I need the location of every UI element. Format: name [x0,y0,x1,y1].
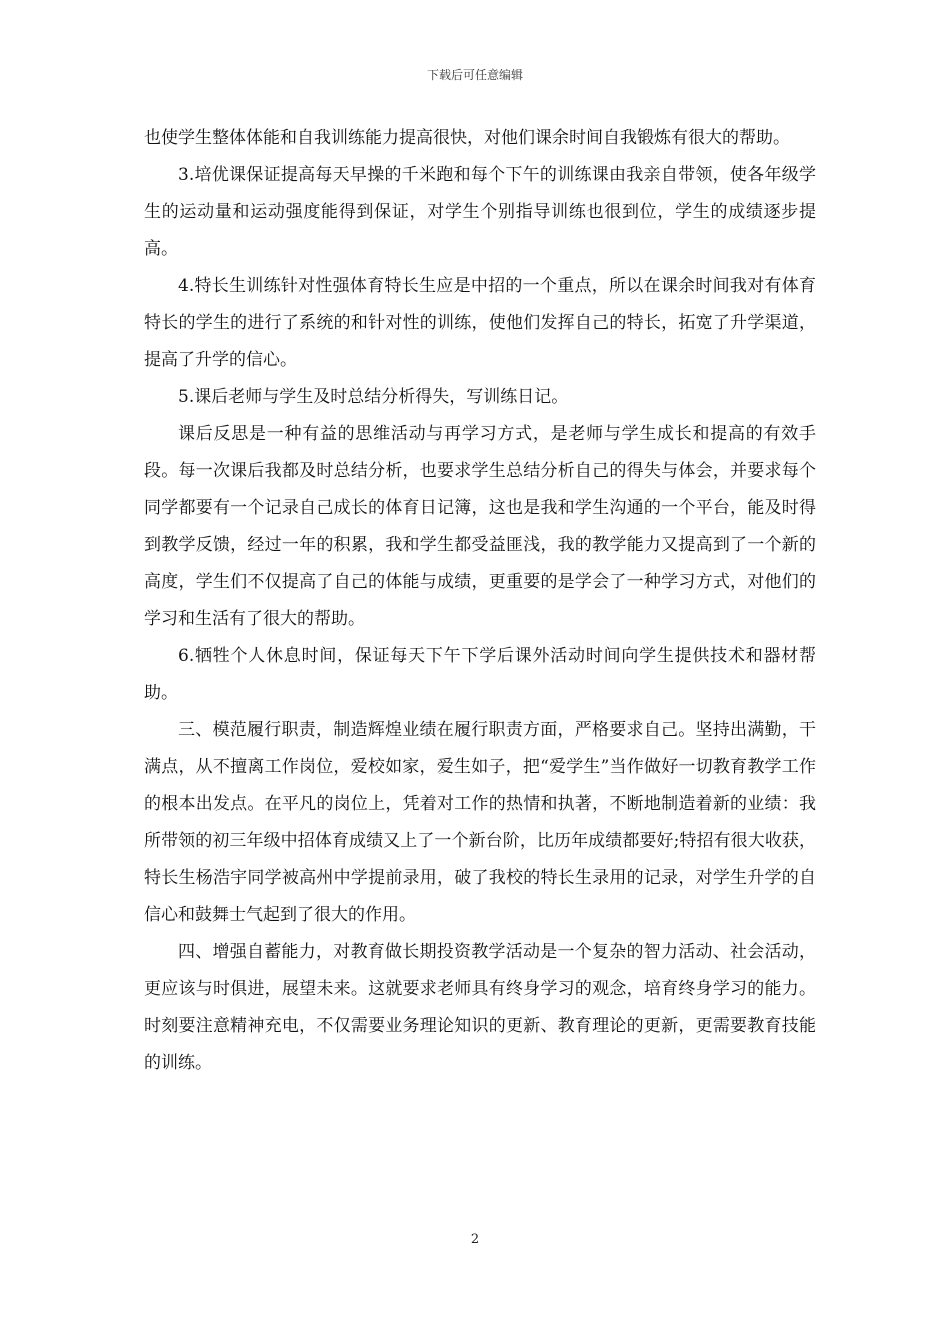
paragraph-item-3: 3.培优课保证提高每天早操的千米跑和每个下午的训练课由我亲自带领，使各年级学生的运动量和运动强度能得到保证，对学生个别指导训练也很到位，学生的成绩逐步提高。 [144,165,816,259]
paragraph-item-6: 6.牺牲个人休息时间，保证每天下午下学后课外活动时间向学生提供技术和器材帮助。 [144,646,816,703]
paragraph-continuation: 也使学生整体体能和自我训练能力提高很快，对他们课余时间自我锻炼有很大的帮助。 [144,128,790,148]
paragraph-reflection: 课后反思是一种有益的思维活动与再学习方式，是老师与学生成长和提高的有效手段。每一次课后我都及时总结分析，也要求学生总结分析自己的得失与体会，并要求每个同学都要有一个记录自己成长的体育日记簿，这也是我和学生沟通的一个平台，能及时得到教学反馈，经过一年的积累，我和学生都受益匪浅，我的教学能力又提高到了一个新的高度，学生们不仅提高了自己的体能与成绩，更重要的是学会了一种学习方式，对他们的学习和生活有了很大的帮助。 [144,424,816,629]
document-body [144,120,816,1082]
paragraph-item-5: 5.课后老师与学生及时总结分析得失，写训练日记。 [178,387,569,407]
paragraph-item-4: 4.特长生训练针对性强体育特长生应是中招的一个重点，所以在课余时间我对有体育特长的学生的进行了系统的和针对性的训练，使他们发挥自己的特长，拓宽了升学渠道，提高了升学的信心。 [144,276,816,370]
page-header-note: 下载后可任意编辑 [426,68,523,82]
paragraph-section-four: 四、增强自蓄能力，对教育做长期投资教学活动是一个复杂的智力活动、社会活动，更应该与时俱进，展望未来。这就要求老师具有终身学习的观念，培育终身学习的能力。时刻要注意精神充电，不仅需要业务理论知识的更新、教育理论的更新，更需要教育技能的训练。 [144,942,816,1073]
page-number: 2 [470,1232,480,1247]
paragraph-section-three: 三、模范履行职责，制造辉煌业绩在履行职责方面，严格要求自己。坚持出满勤，干满点，从不擅离工作岗位，爱校如家，爱生如子，把“爱学生”当作做好一切教育教学工作的根本出发点。在平凡的岗位上，凭着对工作的热情和执著，不断地制造着新的业绩：我所带领的初三年级中招体育成绩又上了一个新台阶，比历年成绩都要好;特招有很大收获，特长生杨浩宇同学被高州中学提前录用，破了我校的特长生录用的记录，对学生升学的自信心和鼓舞士气起到了很大的作用。 [144,720,816,925]
